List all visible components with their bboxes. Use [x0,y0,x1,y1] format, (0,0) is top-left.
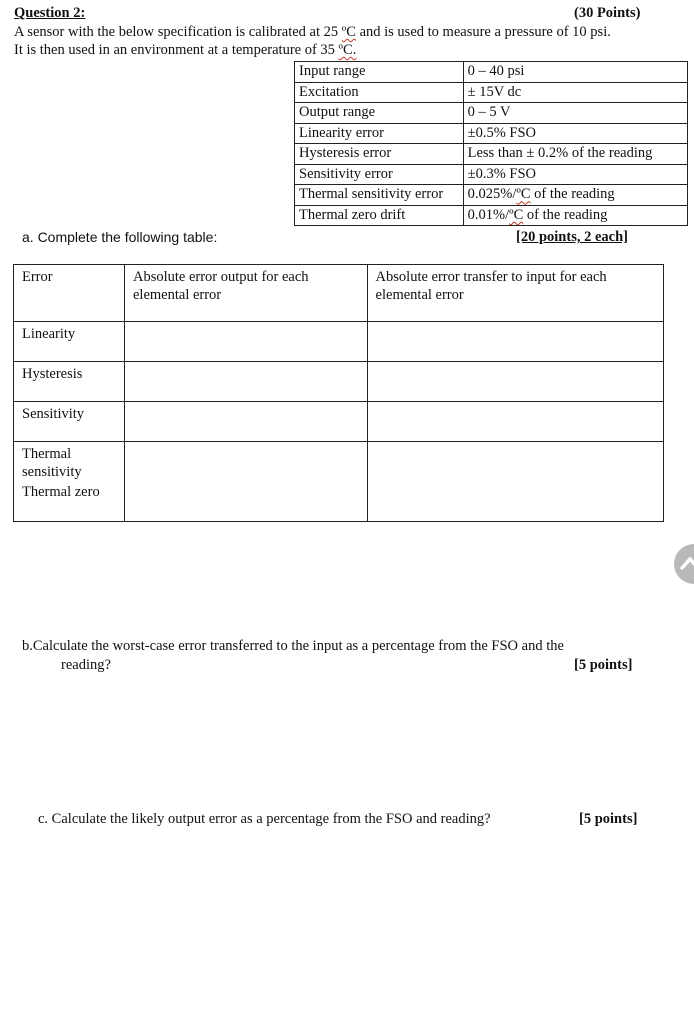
spec-value-unit: ºC [516,186,531,203]
table-row [14,362,664,402]
spec-value: ±0.3% FSO [463,164,687,185]
question-points [562,5,640,22]
table-row [14,442,664,522]
question-points-text: (30 Points) [574,5,641,21]
table-row [14,322,664,362]
spec-param: Thermal sensitivity error [295,185,464,206]
chevron-up-icon [680,554,694,572]
spec-row [295,82,688,103]
spec-value: 0 – 40 psi [463,62,687,83]
part-a-label: a. Complete the following table: [22,229,218,245]
row-label-linearity: Linearity [14,322,125,362]
answer-cell-input[interactable] [367,362,663,402]
part-c-text: c. Calculate the likely output error as a percentage from the FSO and reading? [38,811,491,827]
answer-cell-input[interactable] [367,442,663,522]
spec-value-prefix: 0.025%/ [467,186,517,203]
spec-param: Thermal zero drift [295,205,464,226]
spec-value-suffix: of the reading [530,186,615,203]
part-b [22,638,564,655]
row-label-thermal-sensitivity: Thermal sensitivity [22,446,82,480]
spec-value [463,205,687,226]
question-line-2 [14,42,356,59]
spec-row [295,185,688,206]
spec-value-suffix: of the reading [523,206,608,223]
spec-row [295,103,688,124]
question-line-1-suffix: and is used to measure a pressure of 10 psi. [355,24,611,40]
spec-param: Sensitivity error [295,164,464,185]
spec-value: ± 15V dc [463,82,687,103]
part-b-label: b. [22,638,33,654]
row-label-thermal [14,442,125,522]
header-error: Error [14,265,125,322]
spec-param: Output range [295,103,464,124]
answer-cell-output[interactable] [124,442,367,522]
spec-table [294,61,688,226]
answer-cell-input[interactable] [367,322,663,362]
question-line-1 [14,24,611,41]
spec-value: ±0.5% FSO [463,123,687,144]
question-line-2-unit: ºC. [338,42,357,58]
spec-row [295,164,688,185]
answer-table [13,264,664,522]
spec-param: Excitation [295,82,464,103]
question-line-1-unit: ºC [341,24,356,40]
spec-value [463,185,687,206]
spec-value: 0 – 5 V [463,103,687,124]
spec-row [295,123,688,144]
part-b-text-line-1: Calculate the worst-case error transferred to the input as a percentage from the FSO and the [32,638,564,654]
part-b-points: [5 points] [574,657,633,673]
spec-row [295,144,688,165]
question-line-2-prefix: It is then used in an environment at a temperature of 35 [14,42,339,58]
spec-param: Hysteresis error [295,144,464,165]
spec-param: Input range [295,62,464,83]
spec-value: Less than ± 0.2% of the reading [463,144,687,165]
spec-value-unit: ºC [509,206,524,223]
answer-cell-output[interactable] [124,362,367,402]
row-label-thermal-zero: Thermal zero [22,484,100,500]
header-output-error: Absolute error output for each elemental error [124,265,367,322]
part-b-text-line-2: reading? [61,657,111,673]
spec-row [295,205,688,226]
answer-cell-output[interactable] [124,322,367,362]
question-line-1-prefix: A sensor with the below specification is calibrated at 25 [14,24,342,40]
answer-cell-input[interactable] [367,402,663,442]
answer-table-header-row [14,265,664,322]
spec-param: Linearity error [295,123,464,144]
header-input-error: Absolute error transfer to input for each elemental error [367,265,663,322]
part-a-points [506,229,628,246]
spec-value-prefix: 0.01%/ [467,206,510,223]
answer-cell-output[interactable] [124,402,367,442]
question-title: Question 2: [14,5,86,21]
spec-row [295,62,688,83]
row-label-sensitivity: Sensitivity [14,402,125,442]
scroll-top-button[interactable] [674,544,694,584]
part-a-points-text: [20 points, 2 each] [516,229,628,245]
part-c-points: [5 points] [579,811,638,827]
row-label-hysteresis: Hysteresis [14,362,125,402]
table-row [14,402,664,442]
